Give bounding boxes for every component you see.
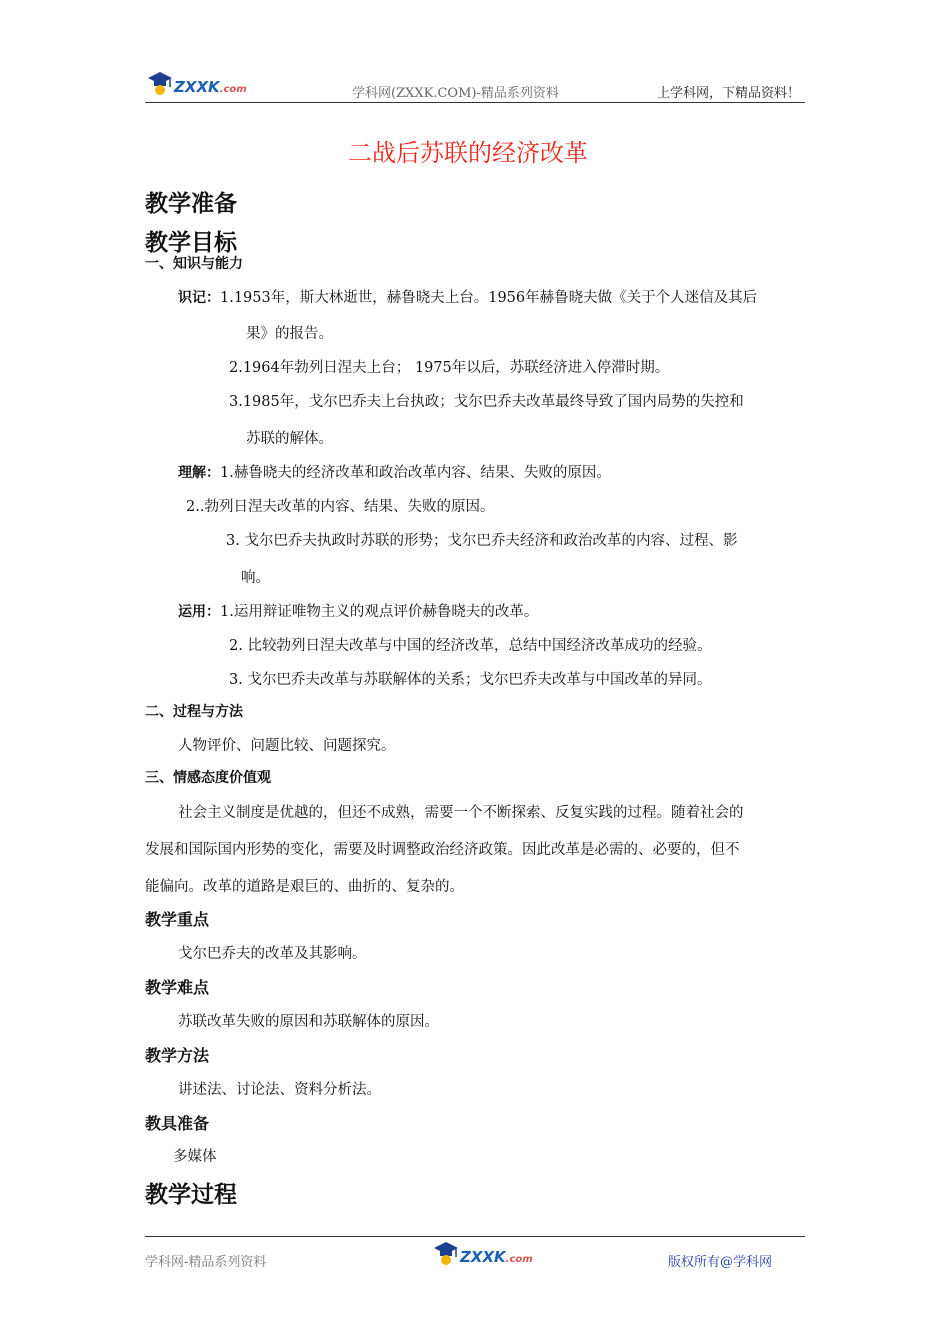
memorize-line-1: 识记：1.1953年，斯大林逝世，赫鲁晓夫上台。1956年赫鲁晓夫做《关于个人迷信及其后 bbox=[178, 290, 758, 306]
footer-logo bbox=[432, 1240, 533, 1266]
memorize-line-3: 3.1985年，戈尔巴乔夫上台执政；戈尔巴乔夫改革最终导致了国内局势的失控和 bbox=[229, 394, 744, 410]
memorize-line-3b: 苏联的解体。 bbox=[246, 431, 333, 447]
understand-line-3: 3. 戈尔巴乔夫执政时苏联的形势；戈尔巴乔夫经济和政治改革的内容、过程、影 bbox=[226, 533, 738, 549]
understand-line-3b: 响。 bbox=[241, 570, 270, 586]
apply-line-1: 运用：1.运用辩证唯物主义的观点评价赫鲁晓夫的改革。 bbox=[178, 604, 539, 620]
difficult-text: 苏联改革失败的原因和苏联解体的原因。 bbox=[178, 1014, 439, 1030]
graduation-cap-icon bbox=[432, 1240, 460, 1266]
heading-process: 二、过程与方法 bbox=[145, 704, 243, 720]
heading-tools: 教具准备 bbox=[145, 1114, 210, 1133]
memorize-label: 识记： bbox=[178, 290, 220, 306]
header-right-text: 上学科网，下精品资料！ bbox=[657, 86, 801, 101]
header-logo bbox=[146, 70, 247, 96]
understand-label: 理解： bbox=[178, 465, 220, 481]
heading-procedure: 教学过程 bbox=[145, 1182, 237, 1208]
apply-line-3: 3. 戈尔巴乔夫改革与苏联解体的关系；戈尔巴乔夫改革与中国改革的异同。 bbox=[229, 672, 712, 688]
understand-line-1: 理解：1.赫鲁晓夫的经济改革和政治改革内容、结果、失败的原因。 bbox=[178, 465, 611, 481]
memorize-line-1b: 果》的报告。 bbox=[246, 326, 333, 342]
method-text: 讲述法、讨论法、资料分析法。 bbox=[178, 1082, 381, 1098]
footer-logo-brand: ZXXK.com bbox=[460, 1248, 533, 1266]
key-text: 戈尔巴乔夫的改革及其影响。 bbox=[178, 946, 367, 962]
emotion-line-2: 发展和国际国内形势的变化，需要及时调整政治经济政策。因此改革是必需的、必要的，但不 bbox=[145, 842, 740, 858]
heading-difficult: 教学难点 bbox=[145, 978, 210, 997]
emotion-line-1: 社会主义制度是优越的，但还不成熟，需要一个不断探索、反复实践的过程。随着社会的 bbox=[178, 805, 744, 821]
logo-brand: ZXXK.com bbox=[174, 78, 247, 96]
memorize-line-2: 2.1964年勃列日涅夫上台； 1975年以后，苏联经济进入停滞时期。 bbox=[229, 360, 670, 376]
footer-copyright-link[interactable]: 版权所有@学科网 bbox=[668, 1255, 773, 1270]
footer-left-text: 学科网-精品系列资料 bbox=[145, 1255, 267, 1270]
graduation-cap-icon bbox=[146, 70, 174, 96]
emotion-line-3: 能偏向。改革的道路是艰巨的、曲折的、复杂的。 bbox=[145, 879, 464, 895]
tools-text: 多媒体 bbox=[173, 1149, 217, 1165]
heading-emotion: 三、情感态度价值观 bbox=[145, 770, 271, 786]
heading-goals: 教学目标 bbox=[145, 230, 237, 256]
apply-label: 运用： bbox=[178, 604, 220, 620]
page-title: 二战后苏联的经济改革 bbox=[348, 139, 588, 167]
heading-key: 教学重点 bbox=[145, 910, 210, 929]
header-rule bbox=[145, 102, 805, 103]
process-text: 人物评价、问题比较、问题探究。 bbox=[178, 738, 396, 754]
heading-knowledge: 一、知识与能力 bbox=[145, 256, 243, 272]
header-center-text: 学科网(ZXXK.COM)-精品系列资料 bbox=[352, 86, 559, 101]
heading-prep: 教学准备 bbox=[145, 191, 237, 217]
apply-line-2: 2. 比较勃列日涅夫改革与中国的经济改革，总结中国经济改革成功的经验。 bbox=[229, 638, 712, 654]
footer-rule bbox=[145, 1236, 805, 1237]
understand-line-2: 2..勃列日涅夫改革的内容、结果、失败的原因。 bbox=[186, 499, 495, 515]
heading-method: 教学方法 bbox=[145, 1046, 210, 1065]
